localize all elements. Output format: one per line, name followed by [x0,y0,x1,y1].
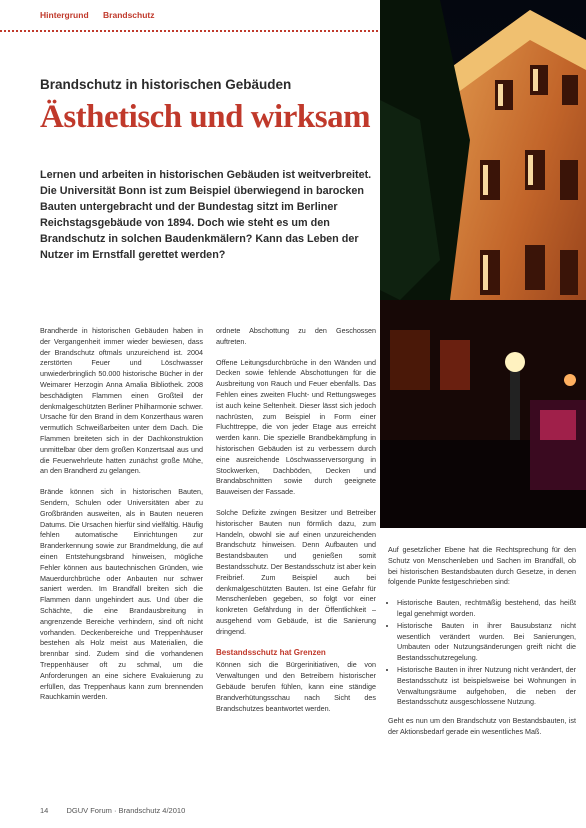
paragraph: Brandherde in historischen Gebäuden haben in der Vergangenheit immer wieder bewiesen, dass der Brandschutz oftmals unzureichend ist. 2004 zerstörten Feuer und Löschwasser unwiederbringlich 50.000 historische Bücher in der Weimarer Herzogin Anna Amalia Bibliothek. 2008 beschädigten Flammen einen Großteil der denkmalgeschützten Berliner Philharmonie schwer. Ursache für den Brand in dem Konzerthaus waren vermutlich Schweißarbeiten unter dem Dach. Die Flammen breiteten sich in der Dachkonstruktion unmittelbar über dem großen Konzertsaal aus und die Feuerwehrleute hatten zunächst große Mühe, an den Brandherd zu gelangen. [40,326,203,476]
list-item: • Historische Bauten in ihrer Nutzung nicht verändert, der Bestandsschutz ist beispielsweise bei Wohnungen in Verwaltungsräume aufgehoben, die neben der Bestandsschutz ausgeschlossene Nutzung. [397,665,576,708]
bullet-list [388,598,576,708]
list-item: • Historische Bauten, rechtmäßig bestehend, das heißt legal genehmigt worden. [397,598,576,620]
body-column-2 [216,326,376,724]
article-title: Ästhetisch und wirksam [40,99,371,135]
section-heading: Bestandsschutz hat Grenzen [216,647,326,657]
paragraph: ordnete Abschottung zu den Geschossen auftreten. [216,326,376,346]
body-column-3 [388,545,576,748]
paragraph: Solche Defizite zwingen Besitzer und Betreiber historischer Bauten nun förmlich dazu, zum Handeln, obwohl sie auf einen unzureichenden Brandschutz hinweisen. Denn Aufbauten und Bestandsbauten und genießen somit Bestandsschutz. Der Bestandsschutz ist aber kein Freibrief. Zum Beispiel auch bei denkmalgeschützten Bauten. Ist eine Gefahr für Menschenleben gegeben, so folgt vor einer konkreten Gefährdung in der Öffentlichkeit – ausgehend vom Gebäude, ist die Sanierung dringend. [216,507,376,636]
article-lead: Lernen und arbeiten in historischen Gebäuden ist weitverbreitet. Die Universität Bonn ist zum Beispiel überwiegend in barocken Bauten untergebracht und der Bundestag sitzt im Berliner Reichstagsgebäude von 1894. Doch wie steht es um den Brandschutz in solchen Baudenkmälern? Kann das Leben der Nutzer im Ernstfall gerettet werden? [40,169,372,261]
body-column-1 [40,326,203,713]
journal-name: DGUV Forum · Brandschutz 4/2010 [66,806,186,815]
article-subtitle: Brandschutz in historischen Gebäuden [40,77,292,92]
list-item: • Historische Bauten in ihrer Bausubstanz nicht wesentlich verändert wurden. Bei Sanierungen, Umbauten oder Nutzungsänderungen greift nicht die Bestandsschutzregelung. [397,621,576,664]
paragraph: Können sich die Bürgerinitiativen, die von Verwaltungen und den Betreibern historischer Gebäude berufen fühlen, kann eine ständige Brandverhütungsschau nach Sicht des Brandschutzes beantwortet werden. [216,660,376,713]
page-number: 14 [40,806,49,815]
section-header [40,10,167,20]
section-label: Hintergrund [40,10,89,20]
paragraph: Auf gesetzlicher Ebene hat die Rechtsprechung für den Schutz von Menschenleben und Sachen im Brandfall, ob bei historischen Bestandsbauten durch Gesetze, in denen folgende Punkte festgeschrieben sind: [388,545,576,587]
paragraph: Brände können sich in historischen Bauten, Sendern, Schulen oder Universitäten aber zu Großbränden ausweiten, als in Bauten neueren Datums. Die Ursachen hierfür sind vielfältig. Häufig fehlen automatische Einrichtungen zur Branderkennung sowie zur Brandmeldung, die auf einen Entstehungsbrand hinweisen, mögliche Fehler können aus bautechnischen Gründen, wie Mauerdurchbrüche oder Anbauten nur schwer saniert werden. Im Brandfall breiten sich die Flammen dann ungehindert aus. Und über die Schächte, die eine Brandausbreitung in angrenzende Bereiche verhindern, sind oft nicht vorhanden. Deckenbereiche und Treppenhäuser bestehen als Holz meist aus Materialien, die brennbar sind. Zudem sind die vorhandenen Treppenhäuser oft zu schmal, um die Anforderungen an eine sichere Evakuierung zu erfüllen, das Treppenhaus kann zum brennenden Rauchkamin werden. [40,487,203,702]
building-photo [380,0,586,528]
paragraph: Offene Leitungsdurchbrüche in den Wänden und Decken sowie fehlende Abschottungen für die Ausbreitung von Rauch und Feuer ebenfalls. Das Fehlen eines zweiten Flucht- und Rettungsweges ist auch keine Seltenheit. Dieser lässt sich jedoch nachrüsten, zum Beispiel in Form einer Fluchttreppe, die von jeder Etage aus erreicht werden kann. Die spezielle Brandbekämpfung in historischen Gebäuden ist zu verbessern durch eine ausreichende Löschwasserversorgung in Stockwerken, Dachböden, Decken und Brandabschnitten sowie durch geeignete Bauweisen der Fassade. [216,357,376,497]
building-photo-drawing [380,0,586,528]
paragraph: Geht es nun um den Brandschutz von Bestandsbauten, ist der Aktionsbedarf gerade ein wesentliches Maß. [388,716,576,736]
page-footer [40,806,185,815]
topic-label: Brandschutz [103,10,155,20]
